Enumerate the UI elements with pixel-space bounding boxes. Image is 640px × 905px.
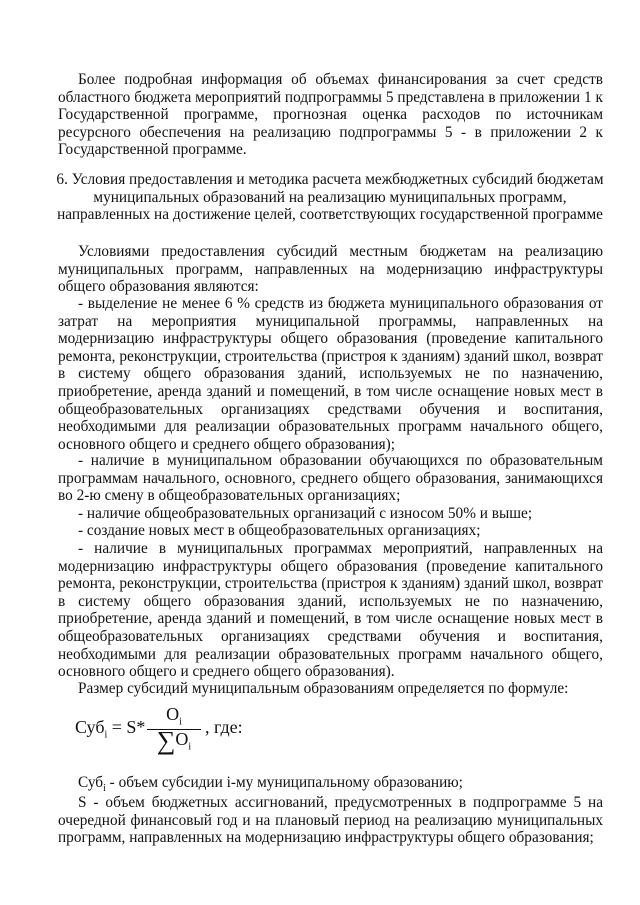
sum-symbol: ∑ [156, 726, 176, 755]
condition-item: - выделение не менее 6 % средств из бюджета муниципального образования от затрат на мероприятия муниципальной программы, направленных на модернизацию инфраструктуры общего образования (проведение капитального ремонта, реконструкции, строительства (пристроя к зданиям) зданий школ, возврат в систему общего образования зданий, используемых не по назначению, приобретение, аренда зданий и помещений, в том числе оснащение новых мест в общеобразовательных организациях средствами обучения и воспитания, необходимыми для реализации образовательных программ начального общего, основного общего и среднего общего образования); [58, 295, 603, 453]
definition-item: Суб$_i$ - объем субсидии i-му муниципальному образованию; [78, 774, 463, 795]
formula-intro: Размер субсидий муниципальным образованиям определяется по формуле: [78, 680, 569, 697]
condition-item: - наличие общеобразовательных организаций с износом 50% и выше; [78, 505, 533, 522]
formula-equals-s: = S* [107, 717, 146, 737]
formula-lhs-subscript: i [104, 729, 108, 741]
formula-lhs-symbol: Суб [75, 717, 105, 737]
condition-item: - создание новых мест в общеобразовательных организациях; [78, 522, 481, 539]
conditions-intro: Условиями предоставления субсидий местным бюджетам на реализацию муниципальных программ, направленных на модернизацию инфраструктуры общего образования являются: [58, 243, 603, 296]
condition-item: - наличие в муниципальных программах мероприятий, направленных на модернизацию инфраструктуры общего образования (проведение капитального ремонта, реконструкции, строительства (пристроя к зданиям) зданий школ, возврат в систему общего образования зданий, используемых не по назначению, приобретение, аренда зданий и помещений, в том числе оснащение новых мест в общеобразовательных организациях средствами обучения и воспитания, необходимыми для реализации образовательных программ начального общего, основного общего и среднего общего образования). [58, 540, 603, 681]
definition-item: S - объем бюджетных ассигнований, предусмотренных в подпрограмме 5 на очередной финансовый год и на плановый период на реализацию муниципальных программ, направленных на модернизацию инфраструктуры общего образования; [58, 794, 603, 847]
intro-paragraph: Более подробная информация об объемах финансирования за счет средств областного бюджета мероприятий подпрограммы 5 представлена в приложении 1 к Государственной программе, прогнозная оценка расходов по источникам ресурсного обеспечения на реализацию подпрограммы 5 - в приложении 2 к Государственной программе. [58, 71, 603, 159]
condition-item: - наличие в муниципальном образовании обучающихся по образовательным программам начального, основного, среднего общего образования, занимающихся во 2-ю смену в общеобразовательных организациях; [58, 452, 603, 505]
formula-fraction [145, 706, 203, 758]
formula-lhs [75, 719, 145, 744]
formula-numerator: $O_i$ [166, 704, 182, 728]
formula-tail: , где: [205, 717, 243, 737]
section-heading: 6. Условия предоставления и методика расчета межбюджетных субсидий бюджетам муниципальных образований на реализацию муниципальных программ, направленных на достижение целей, соответствующих государственной программе [56, 171, 604, 224]
formula-denominator: $\sum O_i$ [156, 726, 192, 755]
subsidy-formula [75, 706, 335, 766]
